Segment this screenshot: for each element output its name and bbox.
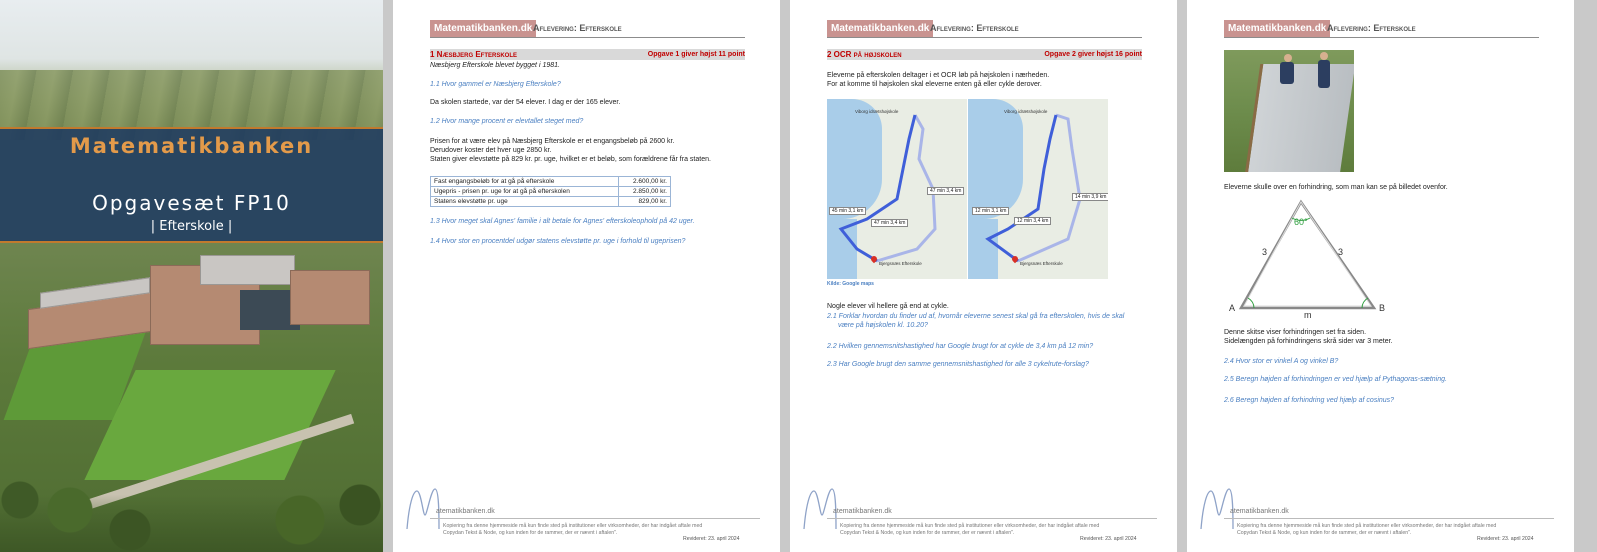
cover-page	[0, 0, 383, 552]
map-end-label: Bjergsnæs Efterskole	[1020, 261, 1063, 266]
section-bar	[430, 49, 745, 60]
route-badge: 47 min 3,4 km	[927, 187, 964, 195]
side-left-label: 3	[1262, 247, 1268, 257]
body-text: For at komme til højskolen skal eleverne enten gå eller cykle derover.	[827, 81, 1042, 88]
footer-divider	[1224, 518, 1554, 519]
footer-site: atematikbanken.dk	[1230, 508, 1289, 515]
table-cell: 2.600,00 kr.	[619, 177, 671, 187]
question-2-5: 2.5 Beregn højden af forhindringen er ved hjælp af Pythagoras-sætning.	[1224, 376, 1447, 383]
page-header	[1224, 20, 1539, 38]
footer-date: Revideret: 23. april 2024	[683, 536, 740, 542]
person	[1318, 60, 1330, 88]
question-1-4: 1.4 Hvor stor en procentdel udgør statens elevstøtte pr. uge i forhold til ugeprisen?	[430, 238, 686, 245]
triangle-diagram	[1224, 192, 1394, 322]
walking-map	[827, 99, 967, 279]
obstacle-photo	[1224, 50, 1354, 172]
header-logo: Matematikbanken.dk	[430, 20, 536, 37]
cover-title: Matematikbanken	[69, 134, 314, 158]
section-bar	[827, 49, 1142, 60]
footer-divider	[827, 518, 1157, 519]
page-header	[827, 20, 1142, 38]
question-2-1: 2.1 Forklar hvordan du finder ud af, hvornår eleverne senest skal gå fra efterskolen, hvis de skal	[827, 313, 1125, 320]
obstacle-wall	[1244, 64, 1354, 172]
footer-site: atematikbanken.dk	[833, 508, 892, 515]
route-badge: 14 min 3,9 km	[1072, 193, 1108, 201]
table-cell: Ugepris - prisen pr. uge for at gå på efterskolen	[431, 187, 619, 197]
footer-text: Kopiering fra denne hjemmeside må kun finde sted på institutioner eller virksomheder, der har indgået aftale med Copydan Tekst & Node, og kun inden for de rammer, der er nævnt i aftalen".	[443, 523, 703, 536]
map-end-label: Bjergsnæs Efterskole	[879, 261, 922, 266]
table-cell: 2.850,00 kr.	[619, 187, 671, 197]
cover-trees	[0, 470, 383, 552]
intro-text: Næsbjerg Efterskole blevet bygget i 1981.	[430, 62, 560, 69]
question-1-2: 1.2 Hvor mange procent er elevtallet steget med?	[430, 118, 584, 125]
angle-label: 60°	[1294, 217, 1308, 227]
page-3	[790, 0, 1177, 552]
table-row	[431, 177, 671, 187]
table-cell: Fast engangsbeløb for at gå på efterskole	[431, 177, 619, 187]
base-label: m	[1304, 310, 1312, 320]
map-source: Kilde: Google maps	[827, 281, 874, 287]
page-header	[430, 20, 745, 38]
body-text: Nogle elever vil hellere gå end at cykle.	[827, 303, 949, 310]
body-text: Derudover koster det hver uge 2850 kr.	[430, 147, 552, 154]
question-1-3: 1.3 Hvor meget skal Agnes' familie i alt betale for Agnes' efterskoleophold på 42 uger.	[430, 218, 695, 225]
route-badge: 12 min 3,1 km	[972, 207, 1009, 215]
table-cell: Statens elevstøtte pr. uge	[431, 197, 619, 207]
section-title: 2 OCR på højskolen	[827, 50, 902, 59]
footer-text: Kopiering fra denne hjemmeside må kun finde sted på institutioner eller virksomheder, der har indgået aftale med Copydan Tekst & Node, og kun inden for de rammer, der er nævnt i aftalen".	[1237, 523, 1497, 536]
body-text: Denne skitse viser forhindringen set fra siden.	[1224, 329, 1367, 336]
school-roof	[200, 255, 295, 285]
question-1-1: 1.1 Hvor gammel er Næsbjerg Efterskole?	[430, 81, 561, 88]
page-4	[1187, 0, 1574, 552]
header-logo: Matematikbanken.dk	[827, 20, 933, 37]
map-start-label: Viborg idrætshøjskole	[855, 109, 899, 114]
footer-site: atematikbanken.dk	[436, 508, 495, 515]
header-title: Aflevering: Efterskole	[533, 23, 622, 33]
section-points: Opgave 2 giver højst 16 point	[1044, 51, 1142, 58]
body-text: Staten giver elevstøtte på 829 kr. pr. uge, hvilket er et beløb, som forældrene får fra staten.	[430, 156, 711, 163]
body-text: Sidelængden på forhindringens skrå sider var 3 meter.	[1224, 338, 1393, 345]
header-title: Aflevering: Efterskole	[930, 23, 1019, 33]
body-text: Eleverne skulle over en forhindring, som man kan se på billedet ovenfor.	[1224, 184, 1448, 191]
section-title: 1 Næsbjerg Efterskole	[430, 50, 518, 59]
question-2-2: 2.2 Hvilken gennemsnitshastighed har Google brugt for at cykle de 3,4 km på 12 min?	[827, 343, 1094, 350]
person	[1280, 62, 1294, 84]
footer-date: Revideret: 23. april 2024	[1080, 536, 1137, 542]
route-badge: 45 min 3,1 km	[829, 207, 866, 215]
footer-divider	[430, 518, 760, 519]
person-head	[1320, 52, 1328, 60]
header-title: Aflevering: Efterskole	[1327, 23, 1416, 33]
vertex-b-label: B	[1379, 303, 1386, 313]
page-2	[393, 0, 780, 552]
school-building	[290, 270, 370, 325]
body-text: Prisen for at være elev på Næsbjerg Efterskole er et engangsbeløb på 2600 kr.	[430, 138, 675, 145]
question-2-3: 2.3 Har Google brugt den samme gennemsnitshastighed for alle 3 cykelrute-forslag?	[827, 361, 1089, 368]
cycling-map	[968, 99, 1108, 279]
table-row	[431, 197, 671, 207]
person-head	[1284, 54, 1292, 62]
cover-subtitle-2: | Efterskole |	[150, 219, 233, 234]
body-text: Da skolen startede, var der 54 elever. I dag er der 165 elever.	[430, 99, 621, 106]
section-points: Opgave 1 giver højst 11 point	[647, 51, 745, 58]
question-2-1-cont: være på højskolen kl. 10.20?	[838, 322, 928, 329]
side-right-label: 3	[1338, 247, 1344, 257]
route-badge: 47 min 3,4 km	[871, 219, 908, 227]
table-cell: 829,00 kr.	[619, 197, 671, 207]
footer-text: Kopiering fra denne hjemmeside må kun finde sted på institutioner eller virksomheder, der har indgået aftale med Copydan Tekst & Node, og kun inden for de rammer, der er nævnt i aftalen".	[840, 523, 1100, 536]
route-lines	[968, 99, 1108, 279]
map-start-label: Viborg idrætshøjskole	[1004, 109, 1048, 114]
cover-subtitle: Opgavesæt FP10	[92, 191, 291, 215]
header-logo: Matematikbanken.dk	[1224, 20, 1330, 37]
price-table	[430, 176, 671, 207]
footer-date: Revideret: 23. april 2024	[1477, 536, 1534, 542]
question-2-4: 2.4 Hvor stor er vinkel A og vinkel B?	[1224, 358, 1339, 365]
question-2-6: 2.6 Beregn højden af forhindring ved hjælp af cosinus?	[1224, 397, 1395, 404]
table-row	[431, 187, 671, 197]
vertex-a-label: A	[1229, 303, 1236, 313]
route-badge: 12 min 3,4 km	[1014, 217, 1051, 225]
body-text: Eleverne på efterskolen deltager i et OCR løb på højskolen i nærheden.	[827, 72, 1050, 79]
